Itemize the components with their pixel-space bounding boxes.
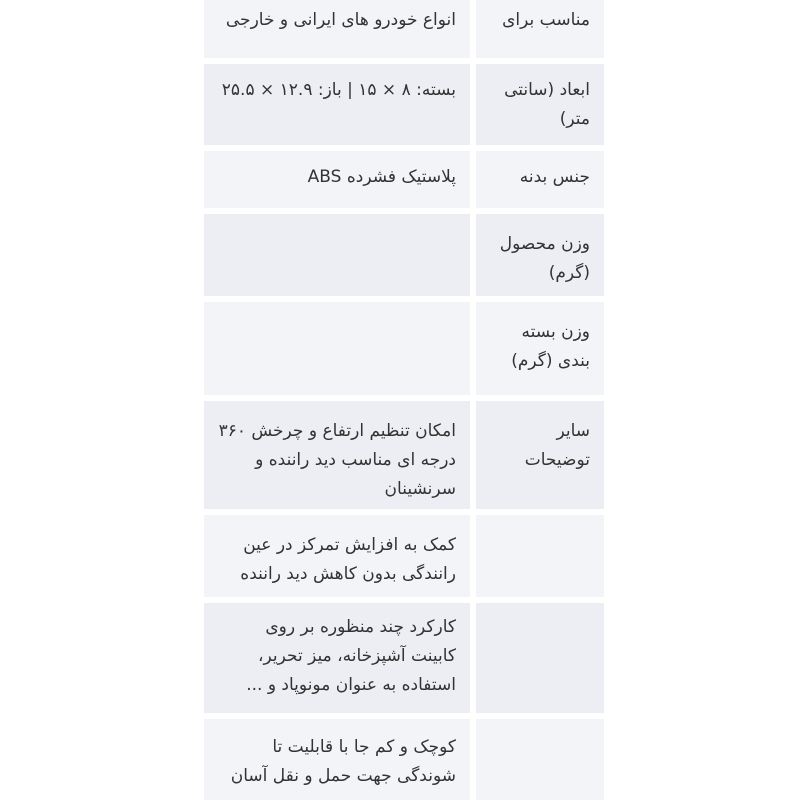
spec-row-package-weight (204, 302, 604, 395)
spec-value: امکان تنظیم ارتفاع و چرخش ۳۶۰ درجه ای مناسب دید راننده و سرنشینان (204, 401, 470, 509)
spec-row-product-weight (204, 214, 604, 296)
spec-value: کارکرد چند منظوره بر روی کابینت آشپزخانه، میز تحریر، استفاده به عنوان مونوپاد و ... (204, 603, 470, 713)
spec-key (476, 719, 604, 800)
spec-key: ابعاد (سانتی متر) (476, 64, 604, 145)
spec-row-note-multipurpose (204, 603, 604, 713)
spec-value: انواع خودرو های ایرانی و خارجی (204, 0, 470, 58)
spec-key (476, 603, 604, 713)
spec-row-note-foldable (204, 719, 604, 800)
spec-key: سایر توضیحات (476, 401, 604, 509)
spec-value: پلاستیک فشرده ABS (204, 151, 470, 208)
spec-value: کمک به افزایش تمرکز در عین رانندگی بدون کاهش دید راننده (204, 515, 470, 597)
spec-value (204, 214, 470, 296)
left-margin (0, 0, 188, 800)
spec-key (476, 515, 604, 597)
spec-row-body-material (204, 151, 604, 208)
spec-row-suitable-for (204, 0, 604, 58)
spec-value (204, 302, 470, 395)
spec-row-note-focus (204, 515, 604, 597)
spec-key: جنس بدنه (476, 151, 604, 208)
specs-table (204, 0, 604, 800)
right-margin (610, 0, 800, 800)
spec-key: مناسب برای (476, 0, 604, 58)
spec-row-other-notes (204, 401, 604, 509)
spec-row-dimensions (204, 64, 604, 145)
spec-key: وزن محصول (گرم) (476, 214, 604, 296)
spec-value: کوچک و کم جا با قابلیت تا شوندگی جهت حمل و نقل آسان (204, 719, 470, 800)
spec-value: بسته: ۸ × ۱۵ | باز: ۱۲.۹ × ۲۵.۵ (204, 64, 470, 145)
spec-key: وزن بسته بندی (گرم) (476, 302, 604, 395)
